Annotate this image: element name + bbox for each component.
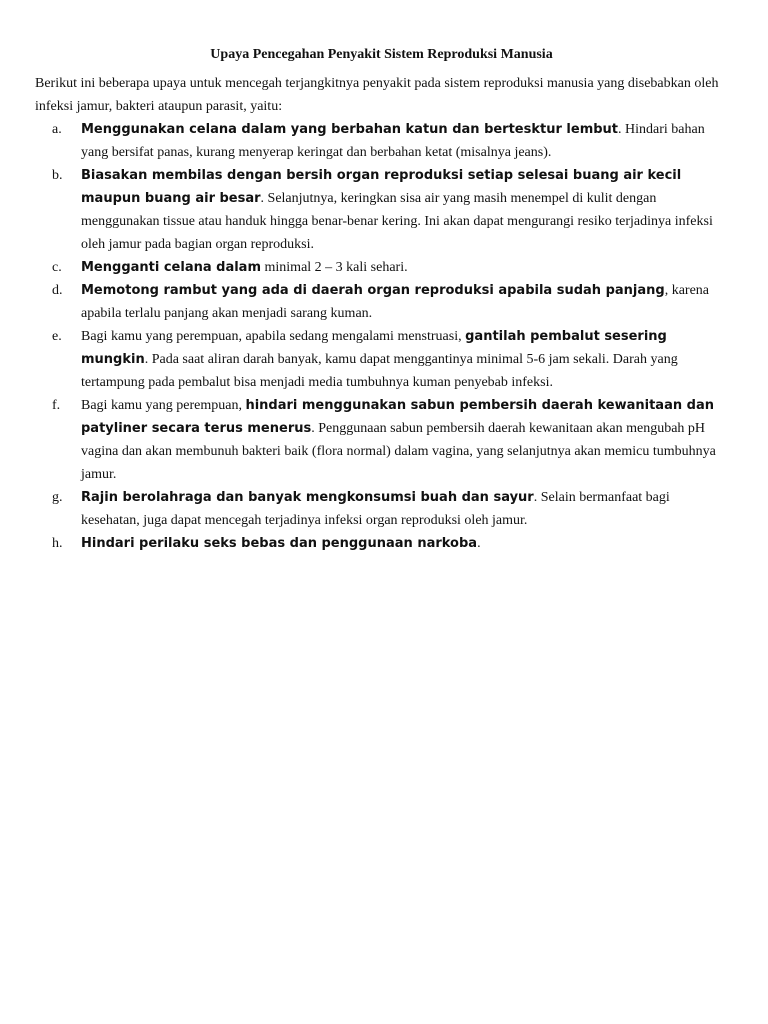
list-marker: g. <box>52 490 63 505</box>
list-marker: c. <box>52 260 62 275</box>
item-rest-text: . Hindari bahan yang bersifat panas, kurang menyerap keringat dan berbahan ketat (misalnya jeans). <box>81 122 705 160</box>
item-rest-text: . Penggunaan sabun pembersih daerah kewanitaan akan mengubah pH vagina dan akan membunuh bakteri baik (flora normal) dalam vagina, yang selanjutnya akan memicu tumbuhnya jamur. <box>81 421 716 482</box>
item-bold-text: Mengganti celana dalam <box>81 260 262 275</box>
list-marker: h. <box>52 536 63 551</box>
item-rest-text: minimal 2 – 3 kali sehari. <box>261 260 408 275</box>
item-rest-text: . Selain bermanfaat bagi kesehatan, juga dapat mencegah terjadinya infeksi organ reproduksi oleh jamur. <box>81 490 670 528</box>
item-bold-text: hindari menggunakan sabun pembersih daerah kewanitaan dan patyliner secara terus menerus <box>81 398 714 436</box>
item-bold-text: gantilah pembalut sesering mungkin <box>81 329 667 367</box>
item-rest-text: . Pada saat aliran darah banyak, kamu dapat menggantinya minimal 5-6 jam sekali. Darah yang tertampung pada pembalut bisa menjadi media tumbuhnya kuman penyebab infeksi. <box>81 352 678 390</box>
item-lead-text: Bagi kamu yang perempuan, <box>81 398 246 413</box>
list-marker: f. <box>52 398 61 413</box>
list-item <box>35 394 728 486</box>
item-bold-text: Rajin berolahraga dan banyak mengkonsumsi buah dan sayur <box>81 490 534 505</box>
item-bold-text: Memotong rambut yang ada di daerah organ reproduksi apabila sudah panjang <box>81 283 665 298</box>
list-item <box>35 256 728 279</box>
list-item <box>35 279 728 325</box>
list-item <box>35 164 728 256</box>
list-marker: e. <box>52 329 62 344</box>
list-item <box>35 532 728 555</box>
item-rest-text: . Selanjutnya, keringkan sisa air yang masih menempel di kulit dengan menggunakan tissue atau handuk hingga benar-benar kering. Ini akan dapat mengurangi resiko terjadinya infeksi oleh jamur pada bagian organ reproduksi. <box>81 191 713 252</box>
item-bold-text: Hindari perilaku seks bebas dan penggunaan narkoba <box>81 536 478 551</box>
document-title: Upaya Pencegahan Penyakit Sistem Reproduksi Manusia <box>210 47 553 62</box>
prevention-list <box>35 118 728 555</box>
item-rest-text: . <box>477 536 481 551</box>
item-lead-text: Bagi kamu yang perempuan, apabila sedang mengalami menstruasi, <box>81 329 466 344</box>
list-item <box>35 118 728 164</box>
list-item <box>35 325 728 394</box>
list-marker: d. <box>52 283 63 298</box>
item-rest-text: , karena apabila terlalu panjang akan menjadi sarang kuman. <box>81 283 710 321</box>
item-bold-text: Menggunakan celana dalam yang berbahan katun dan bertesktur lembut <box>81 122 619 137</box>
item-bold-text: Biasakan membilas dengan bersih organ reproduksi setiap selesai buang air kecil maupun buang air besar <box>81 168 682 206</box>
list-marker: b. <box>52 168 63 183</box>
list-marker: a. <box>52 122 62 137</box>
intro-paragraph: Berikut ini beberapa upaya untuk mencegah terjangkitnya penyakit pada sistem reproduksi manusia yang disebabkan oleh infeksi jamur, bakteri ataupun parasit, yaitu: <box>35 76 719 114</box>
list-item <box>35 486 728 532</box>
